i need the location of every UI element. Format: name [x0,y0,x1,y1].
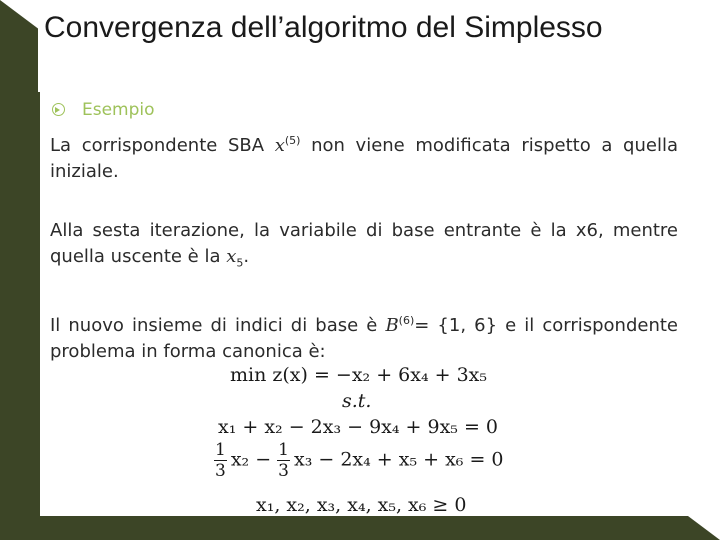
paragraph-sba [50,128,678,185]
para1-variable: x [274,135,285,156]
fraction-1 [214,440,227,481]
constraint-2-x2: x₂ − [230,448,272,471]
fraction-2-denominator: 3 [278,461,289,481]
para3-superscript: (6) [398,314,415,327]
paragraph-iteration [50,218,678,277]
constraint-1: x₁ + x₂ − 2x₃ − 9x₄ + 9x₅ = 0 [218,416,499,438]
fraction-2 [277,440,290,481]
para2-subscript: 5 [236,256,244,270]
para3-variable: B [385,315,399,336]
para3-text-b: = {1, 6} e il corrispondente problema in forma canonica è: [50,315,678,362]
fraction-1-numerator: 1 [215,440,226,460]
para2-text-a: Alla sesta iterazione, la variabile di base entrante è la x6, mentre quella uscente è la [50,220,678,267]
para2-text-b: . [243,246,250,267]
nonnegativity-constraint: x₁, x₂, x₃, x₄, x₅, x₆ ≥ 0 [256,494,467,516]
para3-text-a: Il nuovo insieme di indici di base è [50,315,386,336]
paragraph-base-indices [50,308,678,365]
constraint-2 [214,440,504,481]
subject-to-label: s.t. [342,390,372,412]
para2-variable: x [226,246,237,267]
fraction-2-numerator: 1 [278,440,289,460]
para1-superscript: (5) [284,134,301,147]
objective-function: min z(x) = −x₂ + 6x₄ + 3x₅ [230,364,488,386]
arrow-bullet-icon [52,103,65,116]
para1-text-b: non viene modificata rispetto a quella iniziale. [50,135,678,182]
fraction-1-denominator: 3 [215,461,226,481]
para1-text-a: La corrispondente SBA [50,135,275,156]
slide-title: Convergenza dell’algoritmo del Simplesso [44,11,603,44]
constraint-2-rest: x₃ − 2x₄ + x₅ + x₆ = 0 [294,448,504,471]
bullet-label: Esempio [82,100,155,120]
